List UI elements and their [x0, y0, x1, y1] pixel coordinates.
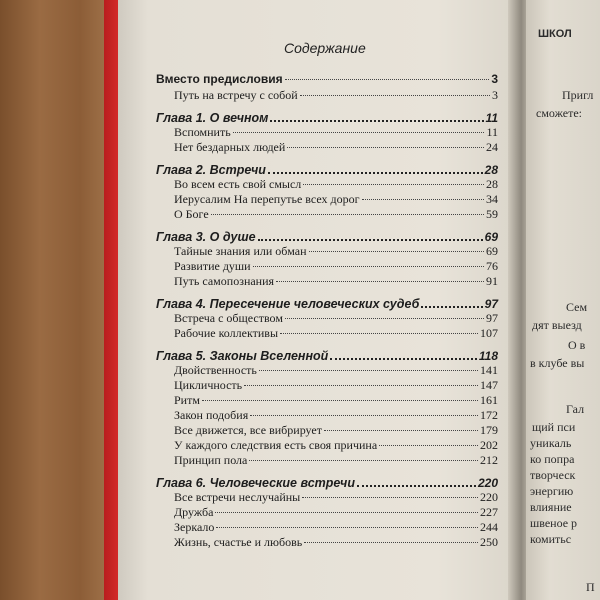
toc-chapter [156, 155, 498, 177]
toc-entry [156, 378, 498, 393]
right-book-page [526, 0, 600, 600]
toc-entry [156, 393, 498, 408]
toc-page-number: 161 [480, 393, 498, 407]
right-page-text-fragment: дят выезд [532, 318, 582, 332]
dot-leader [303, 184, 484, 185]
dot-leader [253, 266, 484, 267]
right-page-text-fragment: швеное р [530, 516, 578, 530]
toc-page-number: 212 [480, 453, 498, 467]
toc-item-title: Все движется, все вибрирует [174, 423, 322, 437]
toc-item-title: О Боге [174, 207, 209, 221]
dot-leader [304, 542, 478, 543]
toc-item-title: У каждого следствия есть своя причина [174, 438, 378, 452]
dot-leader [276, 281, 484, 282]
toc-item-title: Закон подобия [174, 408, 249, 422]
dot-leader [300, 95, 490, 96]
toc-page-number: 97 [486, 311, 498, 325]
toc-entry [156, 192, 498, 207]
toc-chapter [156, 289, 498, 311]
toc-item-title: Цикличность [174, 378, 243, 392]
toc-item-title: Глава 3. О душе [156, 230, 256, 244]
toc-page-number: 3 [492, 88, 498, 102]
right-page-text-fragment: сможете: [536, 106, 582, 120]
toc-entry [156, 259, 498, 274]
right-page-text-fragment: Сем [566, 300, 588, 314]
toc-entry [156, 490, 498, 505]
toc-item-title: Принцип пола [174, 453, 248, 467]
toc-page-number: 220 [477, 476, 498, 490]
right-page-text-fragment: щий пси [532, 420, 576, 434]
toc-entry [156, 274, 498, 289]
toc-item-title: Путь на встречу с собой [174, 88, 298, 102]
toc-item-title: Глава 6. Человеческие встречи [156, 476, 355, 490]
dot-leader [259, 370, 478, 371]
dot-leader [302, 497, 478, 498]
toc-page-number: 141 [480, 363, 498, 377]
toc-item-title: Глава 2. Встречи [156, 163, 266, 177]
toc-item-title: Встреча с обществом [174, 311, 283, 325]
toc-chapter [156, 222, 498, 244]
toc-item-title: Вместо предисловия [156, 72, 283, 86]
toc-page-number: 11 [486, 125, 498, 139]
toc-page-number: 28 [486, 177, 498, 191]
dot-leader [202, 400, 478, 401]
toc-entry [156, 207, 498, 222]
toc-item-title: Нет бездарных людей [174, 140, 286, 154]
toc-entry [156, 408, 498, 423]
right-page-text-fragment: комитьс [530, 532, 572, 546]
dot-leader [215, 512, 478, 513]
toc-page-number: 244 [480, 520, 498, 534]
toc-item-title: Во всем есть свой смысл [174, 177, 302, 191]
right-page-text-fragment: творческ [530, 468, 576, 482]
toc-entry [156, 520, 498, 535]
toc-item-title: Глава 1. О вечном [156, 111, 269, 125]
toc-entry [156, 311, 498, 326]
toc-item-title: Рабочие коллективы [174, 326, 279, 340]
toc-page-number: 24 [486, 140, 498, 154]
toc-page-number: 172 [480, 408, 498, 422]
dot-leader [285, 318, 484, 319]
dot-leader [250, 415, 478, 416]
right-page-text-fragment: П [586, 580, 595, 594]
right-page-text-fragment: О в [568, 338, 586, 352]
toc-entry [156, 88, 498, 103]
toc-page-number: 34 [486, 192, 498, 206]
toc-page-number: 28 [484, 163, 498, 177]
toc-page-number: 107 [480, 326, 498, 340]
dot-leader [362, 199, 484, 200]
toc-item-title: Иерусалим На перепутье всех дорог [174, 192, 360, 206]
toc-title: Содержание [284, 40, 366, 56]
dot-leader [244, 385, 478, 386]
toc-entry [156, 423, 498, 438]
right-page-text-fragment: ко попра [530, 452, 575, 466]
toc-item-title: Двойственность [174, 363, 257, 377]
toc-entry [156, 244, 498, 259]
toc-preface [156, 72, 498, 88]
toc-entry [156, 505, 498, 520]
toc-page-number: 179 [480, 423, 498, 437]
toc-page-number: 202 [480, 438, 498, 452]
toc-entry [156, 140, 498, 155]
toc-item-title: Глава 4. Пересечение человеческих судеб [156, 297, 420, 311]
toc-item-title: Вспомнить [174, 125, 231, 139]
toc-entry [156, 177, 498, 192]
right-page-text-fragment: уникаль [530, 436, 572, 450]
toc-entry [156, 125, 498, 140]
toc-chapter [156, 103, 498, 125]
toc-page-number: 11 [485, 111, 498, 125]
toc-item-title: Глава 5. Законы Вселенной [156, 349, 329, 363]
right-page-text-fragment: Гал [566, 402, 585, 416]
dot-leader [249, 460, 478, 461]
toc-page-number: 59 [486, 207, 498, 221]
toc-item-title: Зеркало [174, 520, 215, 534]
toc-page-number: 227 [480, 505, 498, 519]
right-page-text-fragment: влияние [530, 500, 572, 514]
toc-item-title: Тайные знания или обман [174, 244, 307, 258]
toc-page-number: 250 [480, 535, 498, 549]
toc-page-number: 147 [480, 378, 498, 392]
toc-page-number: 118 [478, 349, 498, 363]
toc-item-title: Путь самопознания [174, 274, 275, 288]
toc-page-number: 91 [486, 274, 498, 288]
right-page-text-fragment: в клубе вы [530, 356, 585, 370]
dot-leader [280, 333, 478, 334]
toc-item-title: Все встречи неслучайны [174, 490, 301, 504]
right-page-text-fragment: энергию [530, 484, 574, 498]
dot-leader [216, 527, 478, 528]
dot-leader [268, 172, 483, 174]
toc-item-title: Дружба [174, 505, 214, 519]
toc-page-number: 69 [484, 230, 498, 244]
dot-leader [287, 147, 484, 148]
toc-entry [156, 535, 498, 550]
dot-leader [421, 306, 482, 308]
dot-leader [324, 430, 478, 431]
dot-leader [270, 120, 483, 122]
dot-leader [258, 239, 483, 241]
toc-page-number: 220 [480, 490, 498, 504]
toc-page-number: 97 [484, 297, 498, 311]
dot-leader [330, 358, 477, 360]
table-of-contents [156, 72, 498, 550]
toc-entry [156, 363, 498, 378]
toc-page-number: 69 [486, 244, 498, 258]
dot-leader [233, 132, 485, 133]
toc-page-number: 76 [486, 259, 498, 273]
toc-item-title: Развитие души [174, 259, 251, 273]
toc-page-number: 3 [491, 72, 498, 86]
toc-chapter [156, 341, 498, 363]
dot-leader [285, 79, 490, 80]
toc-item-title: Жизнь, счастье и любовь [174, 535, 303, 549]
dot-leader [309, 251, 484, 252]
toc-chapter [156, 468, 498, 490]
dot-leader [211, 214, 484, 215]
right-page-text-fragment: ШКОЛ [538, 28, 572, 40]
dot-leader [357, 485, 476, 487]
right-page-text-fragment: Пригл [562, 88, 594, 102]
toc-item-title: Ритм [174, 393, 200, 407]
dot-leader [379, 445, 478, 446]
toc-entry [156, 438, 498, 453]
toc-entry [156, 453, 498, 468]
toc-entry [156, 326, 498, 341]
